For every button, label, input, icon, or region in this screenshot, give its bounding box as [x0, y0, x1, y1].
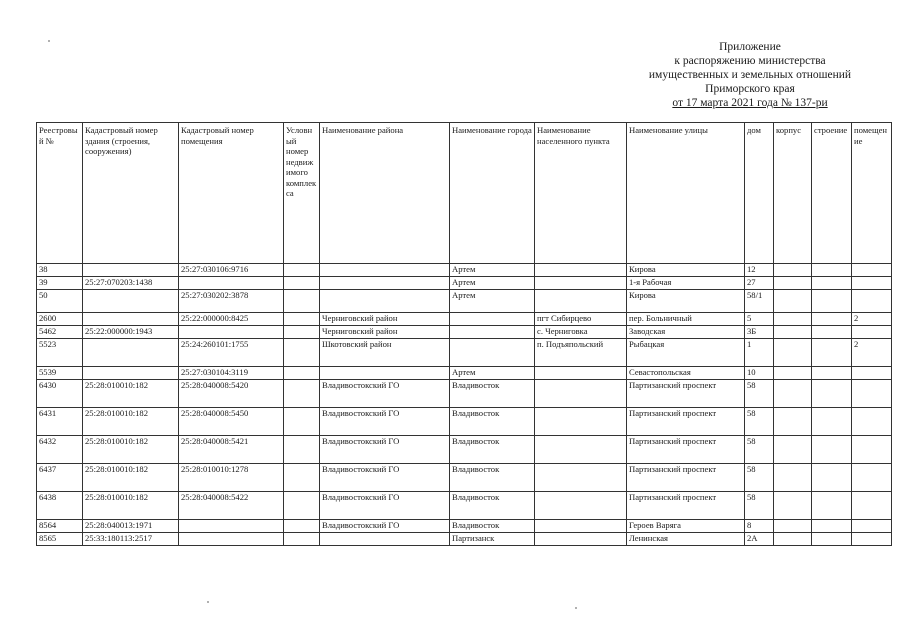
table-row: [37, 533, 892, 546]
col-header-city: Наименование города: [450, 123, 535, 264]
premises-cell: [852, 492, 892, 520]
settlement-cell: п. Подъяпольский: [535, 339, 627, 367]
house-cell: 8: [745, 520, 774, 533]
house-cell: 5: [745, 313, 774, 326]
building-cadastral-cell: 25:28:040013:1971: [83, 520, 179, 533]
district-cell: Шкотовский район: [320, 339, 450, 367]
street-cell: пер. Больничный: [627, 313, 745, 326]
block-cell: [774, 520, 812, 533]
registry-number-cell: 6430: [37, 380, 83, 408]
conditional-number-cell: [284, 313, 320, 326]
settlement-cell: [535, 436, 627, 464]
district-cell: Владивостокский ГО: [320, 380, 450, 408]
district-cell: Черниговский район: [320, 326, 450, 339]
city-cell: Артем: [450, 277, 535, 290]
col-header-conditional-number: Условный номер недвижимого комплекса: [284, 123, 320, 264]
table-row: [37, 492, 892, 520]
city-cell: [450, 313, 535, 326]
table-row: [37, 380, 892, 408]
col-header-building-cadastral: Кадастровый номер здания (строения, сооружения): [83, 123, 179, 264]
structure-cell: [812, 408, 852, 436]
premises-cadastral-cell: 25:27:030104:3119: [179, 367, 284, 380]
building-cadastral-cell: 25:27:070203:1438: [83, 277, 179, 290]
street-cell: Партизанский проспект: [627, 464, 745, 492]
premises-cell: [852, 408, 892, 436]
registry-table: [36, 122, 892, 546]
premises-cadastral-cell: 25:28:040008:5420: [179, 380, 284, 408]
district-cell: Владивостокский ГО: [320, 492, 450, 520]
district-cell: Владивостокский ГО: [320, 408, 450, 436]
table-row: [37, 464, 892, 492]
structure-cell: [812, 290, 852, 313]
header-line: Приложение: [719, 41, 781, 53]
house-cell: 58: [745, 492, 774, 520]
premises-cadastral-cell: 25:27:030106:9716: [179, 264, 284, 277]
block-cell: [774, 380, 812, 408]
block-cell: [774, 277, 812, 290]
col-header-premises-cadastral: Кадастровый номер помещения: [179, 123, 284, 264]
district-cell: Владивостокский ГО: [320, 464, 450, 492]
district-cell: [320, 533, 450, 546]
premises-cell: [852, 380, 892, 408]
city-cell: Владивосток: [450, 408, 535, 436]
scan-speck: [48, 40, 50, 42]
district-cell: [320, 290, 450, 313]
col-header-registry-number: Реестровый №: [37, 123, 83, 264]
conditional-number-cell: [284, 533, 320, 546]
premises-cadastral-cell: [179, 277, 284, 290]
street-cell: Партизанский проспект: [627, 436, 745, 464]
building-cadastral-cell: [83, 264, 179, 277]
building-cadastral-cell: [83, 339, 179, 367]
settlement-cell: [535, 464, 627, 492]
street-cell: Партизанский проспект: [627, 408, 745, 436]
premises-cadastral-cell: 25:28:010010:1278: [179, 464, 284, 492]
street-cell: Ленинская: [627, 533, 745, 546]
house-cell: 10: [745, 367, 774, 380]
conditional-number-cell: [284, 380, 320, 408]
table-body: [37, 264, 892, 546]
premises-cadastral-cell: 25:22:000000:8425: [179, 313, 284, 326]
street-cell: Партизанский проспект: [627, 492, 745, 520]
house-cell: 12: [745, 264, 774, 277]
settlement-cell: [535, 520, 627, 533]
registry-number-cell: 5523: [37, 339, 83, 367]
house-cell: 58/1: [745, 290, 774, 313]
col-header-settlement: Наименование населенного пункта: [535, 123, 627, 264]
registry-number-cell: 8564: [37, 520, 83, 533]
premises-cell: [852, 533, 892, 546]
block-cell: [774, 264, 812, 277]
house-cell: 58: [745, 408, 774, 436]
table-header-row: [37, 123, 892, 264]
district-cell: Владивостокский ГО: [320, 436, 450, 464]
district-cell: [320, 264, 450, 277]
registry-number-cell: 39: [37, 277, 83, 290]
premises-cell: [852, 326, 892, 339]
block-cell: [774, 339, 812, 367]
scan-speck: [575, 607, 577, 609]
table-row: [37, 408, 892, 436]
registry-number-cell: 50: [37, 290, 83, 313]
settlement-cell: [535, 290, 627, 313]
premises-cadastral-cell: [179, 326, 284, 339]
street-cell: Заводская: [627, 326, 745, 339]
street-cell: Рыбацкая: [627, 339, 745, 367]
district-cell: [320, 367, 450, 380]
house-cell: 1: [745, 339, 774, 367]
street-cell: Кирова: [627, 290, 745, 313]
building-cadastral-cell: 25:33:180113:2517: [83, 533, 179, 546]
premises-cell: [852, 277, 892, 290]
premises-cell: [852, 290, 892, 313]
building-cadastral-cell: 25:28:010010:182: [83, 436, 179, 464]
conditional-number-cell: [284, 339, 320, 367]
block-cell: [774, 492, 812, 520]
street-cell: 1-я Рабочая: [627, 277, 745, 290]
premises-cell: 2: [852, 339, 892, 367]
registry-number-cell: 2600: [37, 313, 83, 326]
scan-speck: [207, 601, 209, 603]
house-cell: 58: [745, 436, 774, 464]
structure-cell: [812, 264, 852, 277]
settlement-cell: [535, 380, 627, 408]
premises-cadastral-cell: 25:28:040008:5450: [179, 408, 284, 436]
settlement-cell: [535, 367, 627, 380]
registry-number-cell: 6432: [37, 436, 83, 464]
registry-number-cell: 5539: [37, 367, 83, 380]
premises-cadastral-cell: 25:27:030202:3878: [179, 290, 284, 313]
premises-cell: [852, 367, 892, 380]
premises-cadastral-cell: 25:24:260101:1755: [179, 339, 284, 367]
city-cell: Артем: [450, 367, 535, 380]
col-header-premises: помещение: [852, 123, 892, 264]
conditional-number-cell: [284, 277, 320, 290]
city-cell: Артем: [450, 290, 535, 313]
house-cell: 58: [745, 380, 774, 408]
district-cell: [320, 277, 450, 290]
city-cell: [450, 326, 535, 339]
block-cell: [774, 367, 812, 380]
col-header-street: Наименование улицы: [627, 123, 745, 264]
house-cell: 3Б: [745, 326, 774, 339]
conditional-number-cell: [284, 367, 320, 380]
premises-cell: [852, 264, 892, 277]
registry-number-cell: 5462: [37, 326, 83, 339]
block-cell: [774, 290, 812, 313]
city-cell: Владивосток: [450, 464, 535, 492]
district-cell: Владивостокский ГО: [320, 520, 450, 533]
registry-number-cell: 8565: [37, 533, 83, 546]
building-cadastral-cell: [83, 367, 179, 380]
conditional-number-cell: [284, 492, 320, 520]
city-cell: Артем: [450, 264, 535, 277]
premises-cell: [852, 464, 892, 492]
header-date-line: от 17 марта 2021 года № 137-ри: [672, 97, 828, 109]
structure-cell: [812, 520, 852, 533]
registry-number-cell: 6438: [37, 492, 83, 520]
block-cell: [774, 408, 812, 436]
col-header-district: Наименование района: [320, 123, 450, 264]
building-cadastral-cell: [83, 313, 179, 326]
header-line: Приморского края: [705, 83, 795, 95]
header-line: имущественных и земельных отношений: [648, 69, 852, 81]
block-cell: [774, 464, 812, 492]
table-row: [37, 264, 892, 277]
conditional-number-cell: [284, 408, 320, 436]
table-row: [37, 520, 892, 533]
street-cell: Партизанский проспект: [627, 380, 745, 408]
structure-cell: [812, 367, 852, 380]
house-cell: 58: [745, 464, 774, 492]
col-header-house: дом: [745, 123, 774, 264]
street-cell: Севастопольская: [627, 367, 745, 380]
conditional-number-cell: [284, 326, 320, 339]
premises-cadastral-cell: 25:28:040008:5421: [179, 436, 284, 464]
conditional-number-cell: [284, 436, 320, 464]
block-cell: [774, 533, 812, 546]
table-row: [37, 436, 892, 464]
structure-cell: [812, 380, 852, 408]
conditional-number-cell: [284, 520, 320, 533]
conditional-number-cell: [284, 264, 320, 277]
settlement-cell: [535, 264, 627, 277]
district-cell: Черниговский район: [320, 313, 450, 326]
premises-cadastral-cell: [179, 533, 284, 546]
structure-cell: [812, 492, 852, 520]
premises-cell: [852, 436, 892, 464]
document-header: [600, 40, 900, 110]
block-cell: [774, 313, 812, 326]
table-row: [37, 367, 892, 380]
header-line: к распоряжению министерства: [674, 55, 826, 67]
block-cell: [774, 326, 812, 339]
settlement-cell: [535, 492, 627, 520]
city-cell: Владивосток: [450, 520, 535, 533]
conditional-number-cell: [284, 290, 320, 313]
premises-cadastral-cell: 25:28:040008:5422: [179, 492, 284, 520]
structure-cell: [812, 533, 852, 546]
house-cell: 2А: [745, 533, 774, 546]
col-header-structure: строение: [812, 123, 852, 264]
building-cadastral-cell: 25:22:000000:1943: [83, 326, 179, 339]
block-cell: [774, 436, 812, 464]
city-cell: [450, 339, 535, 367]
table-row: [37, 326, 892, 339]
registry-number-cell: 6437: [37, 464, 83, 492]
structure-cell: [812, 313, 852, 326]
street-cell: Героев Варяга: [627, 520, 745, 533]
premises-cell: 2: [852, 313, 892, 326]
city-cell: Владивосток: [450, 492, 535, 520]
settlement-cell: с. Черниговка: [535, 326, 627, 339]
house-cell: 27: [745, 277, 774, 290]
settlement-cell: пгт Сибирцево: [535, 313, 627, 326]
street-cell: Кирова: [627, 264, 745, 277]
settlement-cell: [535, 533, 627, 546]
table-row: [37, 313, 892, 326]
settlement-cell: [535, 277, 627, 290]
structure-cell: [812, 339, 852, 367]
settlement-cell: [535, 408, 627, 436]
building-cadastral-cell: [83, 290, 179, 313]
city-cell: Владивосток: [450, 436, 535, 464]
premises-cell: [852, 520, 892, 533]
building-cadastral-cell: 25:28:010010:182: [83, 492, 179, 520]
structure-cell: [812, 326, 852, 339]
col-header-building-block: корпус: [774, 123, 812, 264]
city-cell: Партизанск: [450, 533, 535, 546]
structure-cell: [812, 277, 852, 290]
registry-number-cell: 6431: [37, 408, 83, 436]
structure-cell: [812, 464, 852, 492]
premises-cadastral-cell: [179, 520, 284, 533]
building-cadastral-cell: 25:28:010010:182: [83, 380, 179, 408]
table-row: [37, 277, 892, 290]
building-cadastral-cell: 25:28:010010:182: [83, 408, 179, 436]
table-row: [37, 290, 892, 313]
city-cell: Владивосток: [450, 380, 535, 408]
conditional-number-cell: [284, 464, 320, 492]
registry-number-cell: 38: [37, 264, 83, 277]
table-row: [37, 339, 892, 367]
building-cadastral-cell: 25:28:010010:182: [83, 464, 179, 492]
structure-cell: [812, 436, 852, 464]
